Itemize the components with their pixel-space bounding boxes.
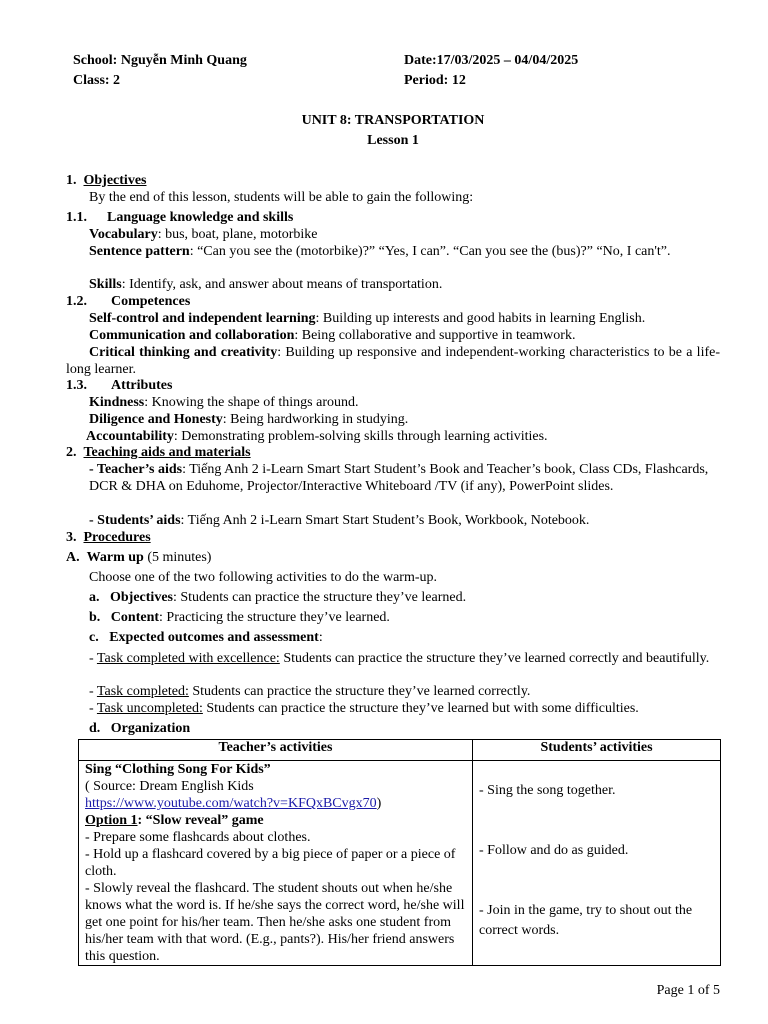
section-procedures: 3. Procedures — [66, 530, 151, 545]
teacher-activities-header: Teacher’s activities — [79, 740, 473, 761]
subsection-1-1: 1.1. Language knowledge and skills — [66, 210, 294, 225]
song-link-line: https://www.youtube.com/watch?v=KFQxBCvgx70) — [85, 796, 382, 811]
table-row — [79, 761, 721, 966]
subsection-1-2: 1.2. Competences — [66, 294, 191, 309]
activities-table — [78, 739, 721, 966]
student-step-follow: - Follow and do as guided. — [479, 843, 629, 858]
page-number: Page 1 of 5 — [656, 983, 720, 998]
teachers-aids: - Teacher’s aids: Tiếng Anh 2 i-Learn Smart Start Student’s Book and Teacher’s book, Class CDs, Flashcards, DCR & DHA on Eduhome, Projector/Interactive Whiteboard /TV (if any), PowerPoint slides. — [89, 462, 709, 494]
student-step-sing: - Sing the song together. — [479, 783, 616, 798]
skills-line: Skills: Identify, ask, and answer about means of transportation. — [89, 277, 443, 292]
date-range: Date:17/03/2025 – 04/04/2025 — [404, 53, 579, 68]
unit-title: UNIT 8: TRANSPORTATION — [301, 113, 485, 128]
song-title: Sing “Clothing Song For Kids” — [85, 762, 271, 777]
school-name: School: Nguyễn Minh Quang — [73, 53, 247, 68]
student-step-join: - Join in the game, try to shout out the correct words. — [479, 903, 693, 938]
teacher-step-prepare: - Prepare some flashcards about clothes. — [85, 830, 311, 845]
sentence-pattern-line: Sentence pattern: “Can you see the (motorbike)?” “Yes, I can”. “Can you see the (bus)?” “No, I can't”. — [89, 244, 671, 259]
teacher-step-hold-up: - Hold up a flashcard covered by a big piece of paper or a piece of cloth. — [85, 847, 456, 879]
attribute-accountability: Accountability: Demonstrating problem-solving skills through learning activities. — [86, 429, 548, 444]
attribute-diligence: Diligence and Honesty: Being hardworking in studying. — [89, 412, 409, 427]
vocabulary-line: Vocabulary: bus, boat, plane, motorbike — [89, 227, 318, 242]
outcome-uncompleted: - Task uncompleted: Students can practice the structure they’ve learned but with some difficulties. — [89, 701, 639, 716]
warm-up-expected-outcomes: c. Expected outcomes and assessment: — [89, 630, 323, 645]
teacher-step-reveal: - Slowly reveal the flashcard. The student shouts out when he/she knows what the word is. If he/she says the correct word, he/she will get one point for his/her team. Then he/she asks one student from his/her team with that word. (E.g., pants?). His/her friend answers this question. — [85, 881, 465, 964]
song-source: ( Source: Dream English Kids — [85, 779, 254, 794]
warm-up-heading: A. Warm up (5 minutes) — [66, 550, 212, 565]
students-activities-header: Students’ activities — [473, 740, 721, 761]
warm-up-organization: d. Organization — [89, 721, 191, 736]
section-objectives: 1. Objectives — [66, 173, 147, 188]
table-header-row — [79, 740, 721, 761]
lesson-title: Lesson 1 — [367, 133, 419, 148]
section-teaching-aids: 2. Teaching aids and materials — [66, 445, 251, 460]
students-aids: - Students’ aids: Tiếng Anh 2 i-Learn Smart Start Student’s Book, Workbook, Notebook. — [89, 513, 590, 528]
subsection-1-3: 1.3. Attributes — [66, 378, 173, 393]
period-label: Period: 12 — [404, 73, 466, 88]
competence-communication: Communication and collaboration: Being collaborative and supportive in teamwork. — [89, 328, 576, 343]
song-link[interactable]: https://www.youtube.com/watch?v=KFQxBCvgx70 — [85, 796, 377, 811]
students-activities-cell — [473, 761, 721, 966]
competence-self-control: Self-control and independent learning: Building up interests and good habits in learning English. — [89, 311, 646, 326]
warm-up-content: b. Content: Practicing the structure they’ve learned. — [89, 610, 390, 625]
attribute-kindness: Kindness: Knowing the shape of things around. — [89, 395, 359, 410]
class-label: Class: 2 — [73, 73, 121, 88]
outcome-completed: - Task completed: Students can practice the structure they’ve learned correctly. — [89, 684, 531, 699]
competence-critical-thinking: Critical thinking and creativity: Building up responsive and independent-working characteristics to be a life-long learner. — [66, 345, 720, 377]
warm-up-choose: Choose one of the two following activities to do the warm-up. — [89, 570, 437, 585]
outcome-excellence: - Task completed with excellence: Students can practice the structure they’ve learned correctly and beautifully. — [89, 651, 710, 666]
teacher-activities-cell — [79, 761, 473, 966]
objectives-intro: By the end of this lesson, students will be able to gain the following: — [89, 190, 474, 205]
option-heading: Option 1: “Slow reveal” game — [85, 813, 264, 828]
warm-up-objectives: a. Objectives: Students can practice the structure they’ve learned. — [89, 590, 467, 605]
